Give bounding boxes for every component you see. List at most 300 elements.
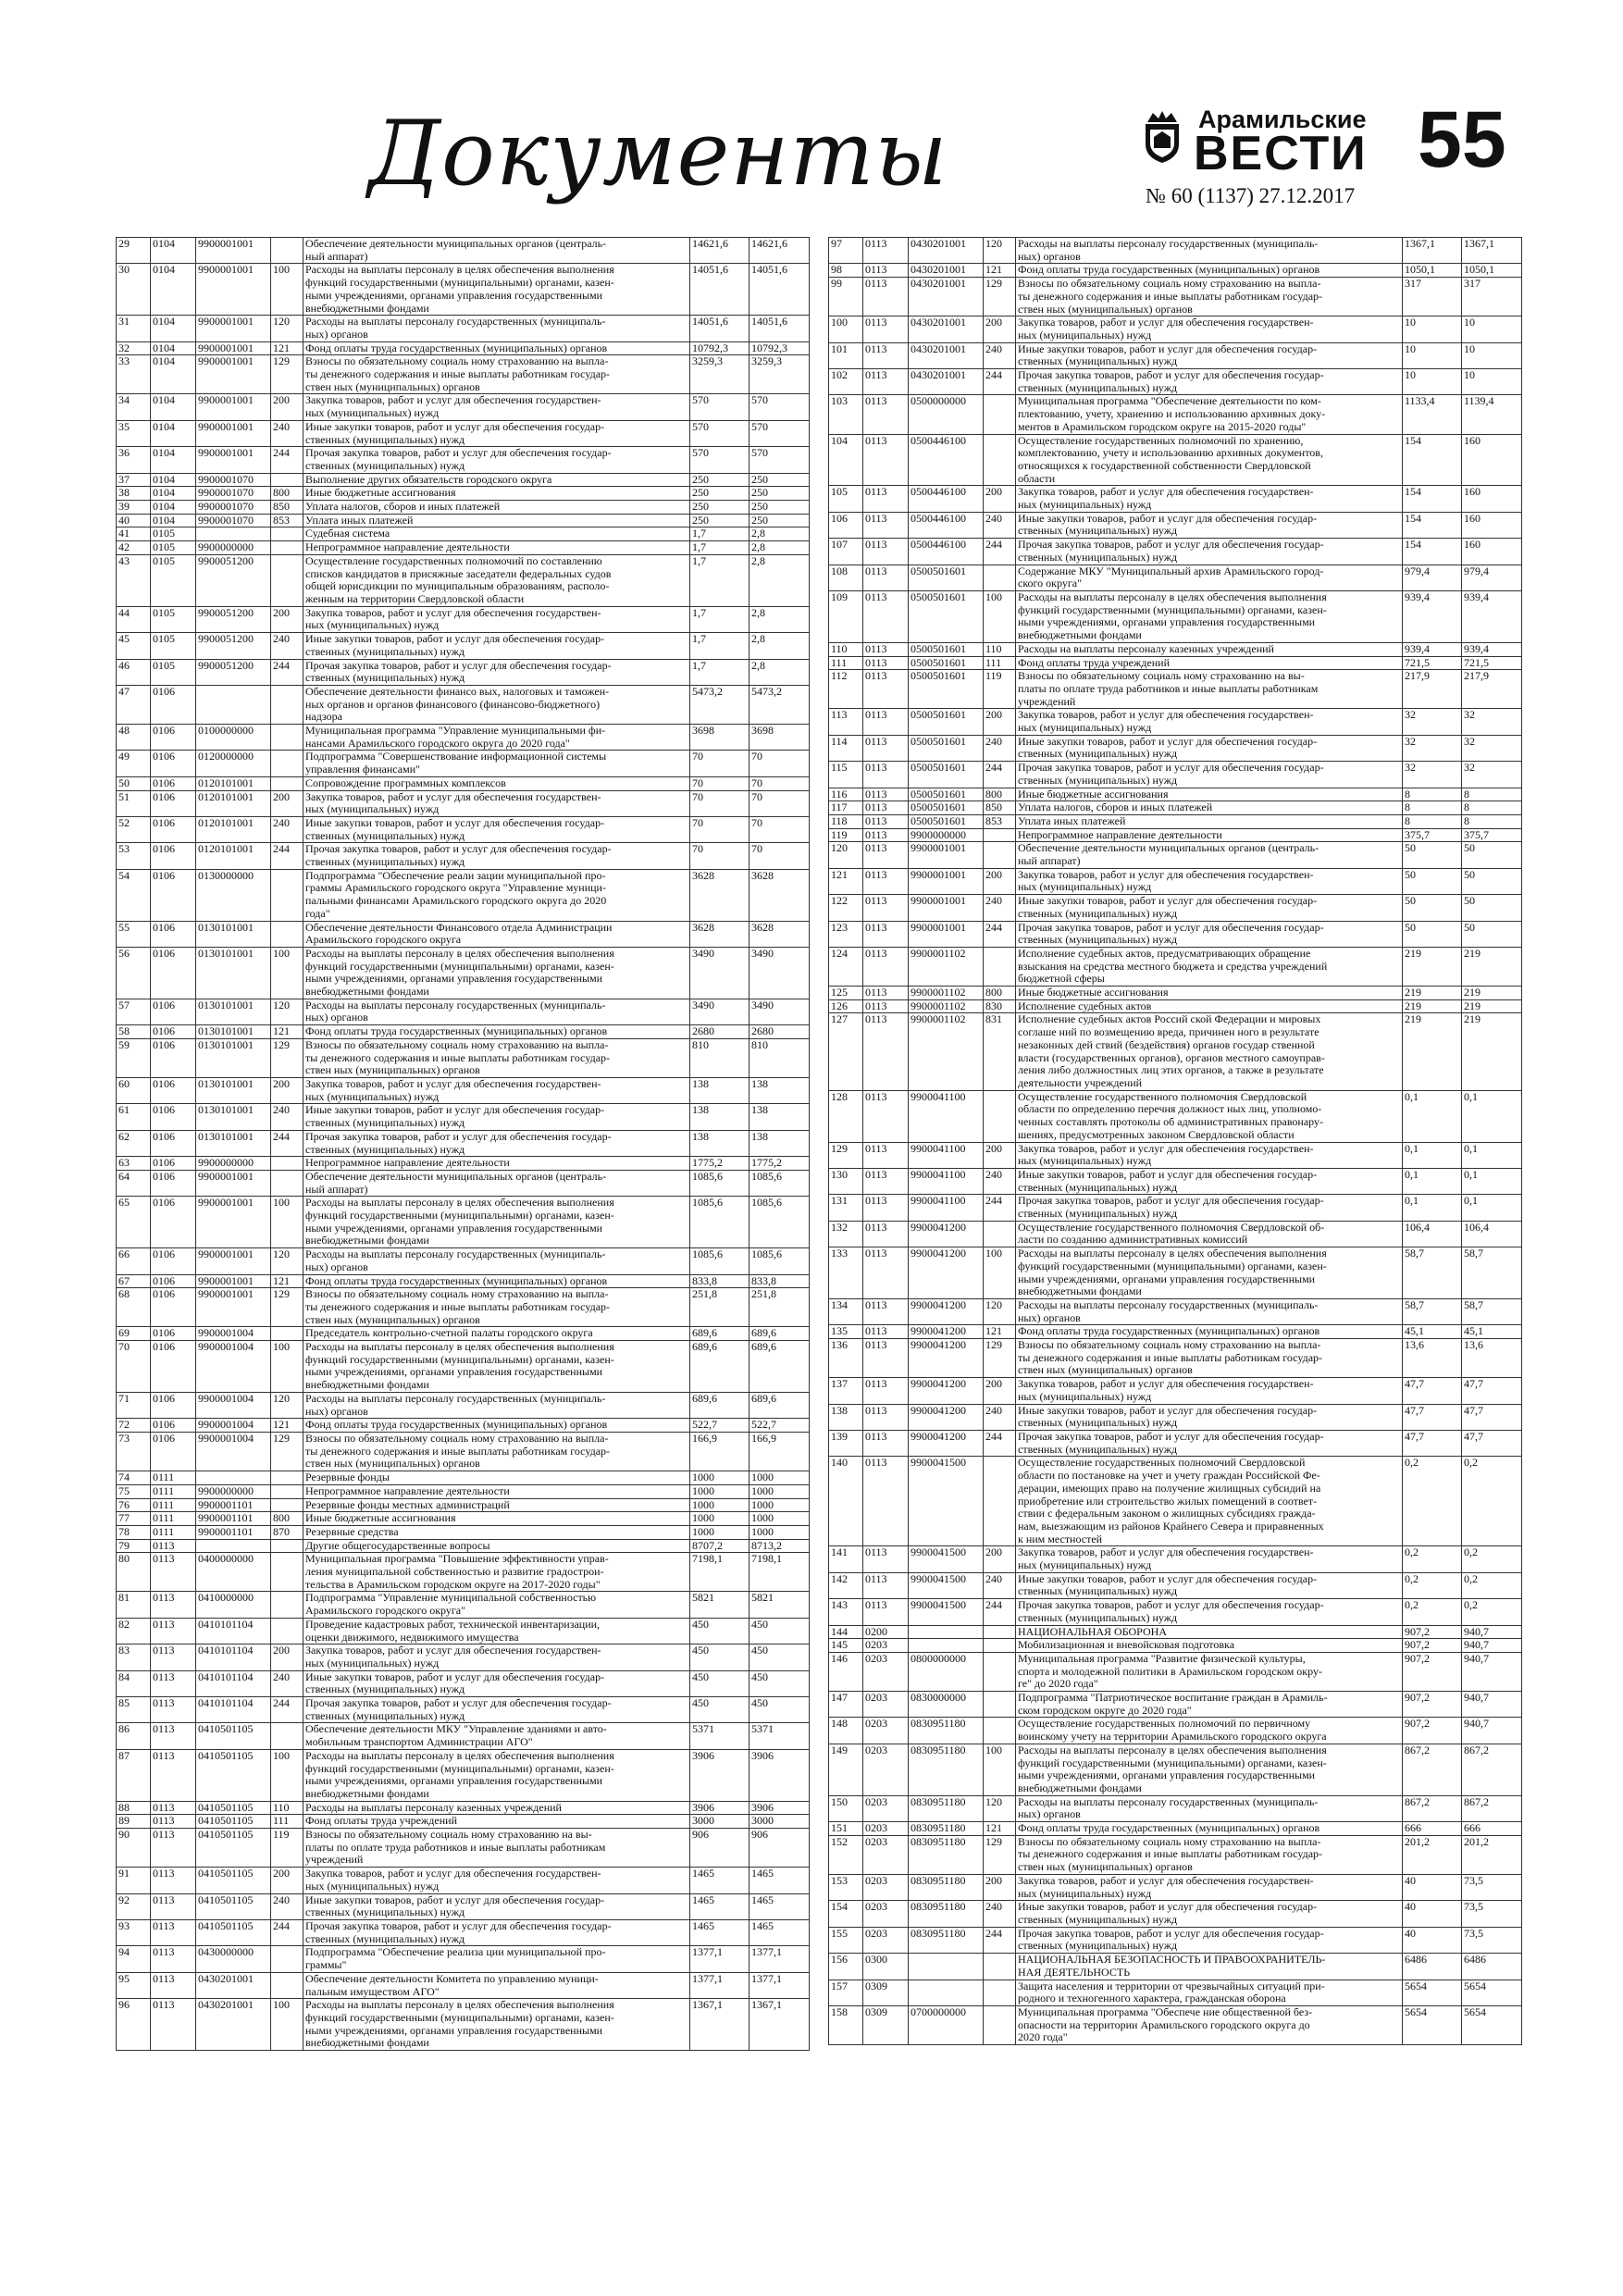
budget-table-left-body bbox=[117, 238, 810, 2051]
table-row bbox=[117, 1644, 810, 1670]
table-row bbox=[117, 1829, 810, 1868]
expense-type-code: 240 bbox=[271, 1104, 304, 1130]
expense-type-code bbox=[984, 1980, 1016, 2005]
target-article-code: 0430000000 bbox=[196, 1946, 271, 1972]
expense-type-code bbox=[984, 1652, 1016, 1691]
item-description: Исполнение судебных актов, предусматривающих обращение взыскания на средства местного бюджета и средства учреждений бюджетной сферы bbox=[1016, 947, 1403, 986]
table-row bbox=[829, 868, 1522, 894]
table-row bbox=[117, 527, 810, 541]
amount-2019: 5473,2 bbox=[690, 685, 750, 724]
expense-type-code: 200 bbox=[984, 1874, 1016, 1900]
section-code: 0113 bbox=[151, 1723, 196, 1749]
expense-type-code: 121 bbox=[984, 1325, 1016, 1339]
target-article-code: 0500501601 bbox=[909, 670, 984, 709]
target-article-code: 0410501105 bbox=[196, 1815, 271, 1829]
row-number: 37 bbox=[117, 473, 151, 487]
table-row bbox=[829, 828, 1522, 842]
item-description: Взносы по обязательному социаль ному страхованию на выпла- ты денежного содержания и иные выплаты работникам государ- ствен ных (муниципальных) органов bbox=[304, 1432, 690, 1471]
target-article-code: 9900051200 bbox=[196, 633, 271, 659]
section-code: 0104 bbox=[151, 316, 196, 341]
expense-type-code: 100 bbox=[984, 590, 1016, 642]
amount-2020: 8 bbox=[1462, 788, 1522, 801]
table-row bbox=[829, 1652, 1522, 1691]
expense-type-code: 200 bbox=[271, 394, 304, 420]
item-description: Уплата налогов, сборов и иных платежей bbox=[1016, 801, 1403, 815]
expense-type-code: 244 bbox=[271, 447, 304, 473]
item-description: Расходы на выплаты персоналу в целях обеспечения выполнения функций государственными (муниципальными) органами, казен- ными учреждениями, органами управления государственными внебюджетными фондами bbox=[304, 947, 690, 999]
target-article-code: 0700000000 bbox=[909, 2005, 984, 2044]
item-description: НАЦИОНАЛЬНАЯ БЕЗОПАСНОСТЬ И ПРАВООХРАНИТЕЛЬ- НАЯ ДЕЯТЕЛЬНОСТЬ bbox=[1016, 1954, 1403, 1980]
row-number: 64 bbox=[117, 1170, 151, 1196]
item-description: Расходы на выплаты персоналу государственных (муниципаль- ных) органов bbox=[1016, 1298, 1403, 1324]
amount-2019: 907,2 bbox=[1403, 1625, 1462, 1639]
amount-2019: 1,7 bbox=[690, 527, 750, 541]
expense-type-code: 244 bbox=[984, 369, 1016, 395]
item-description: Закупка товаров, работ и услуг для обеспечения государствен- ных (муниципальных) нужд bbox=[1016, 316, 1403, 342]
amount-2020: 166,9 bbox=[750, 1432, 810, 1471]
table-row bbox=[117, 1248, 810, 1274]
amount-2019: 40 bbox=[1403, 1901, 1462, 1927]
amount-2020: 138 bbox=[750, 1104, 810, 1130]
target-article-code: 0120101001 bbox=[196, 843, 271, 869]
expense-type-code: 129 bbox=[271, 1288, 304, 1327]
expense-type-code bbox=[271, 1592, 304, 1618]
target-article-code: 9900001001 bbox=[196, 394, 271, 420]
target-article-code: 9900051200 bbox=[196, 606, 271, 632]
item-description: Расходы на выплаты персоналу государственных (муниципаль- ных) органов bbox=[304, 316, 690, 341]
section-code: 0113 bbox=[863, 1013, 909, 1090]
row-number: 137 bbox=[829, 1378, 863, 1404]
row-number: 88 bbox=[117, 1801, 151, 1815]
target-article-code: 9900051200 bbox=[196, 659, 271, 685]
target-article-code: 0500501601 bbox=[909, 762, 984, 788]
expense-type-code bbox=[271, 1946, 304, 1972]
amount-2020: 0,1 bbox=[1462, 1168, 1522, 1194]
expense-type-code bbox=[271, 554, 304, 606]
amount-2020: 939,4 bbox=[1462, 642, 1522, 656]
section-code: 0106 bbox=[151, 1130, 196, 1156]
amount-2019: 1367,1 bbox=[1403, 238, 1462, 264]
amount-2019: 6486 bbox=[1403, 1954, 1462, 1980]
section-code: 0113 bbox=[151, 1920, 196, 1946]
amount-2019: 13,6 bbox=[1403, 1339, 1462, 1378]
row-number: 132 bbox=[829, 1221, 863, 1247]
amount-2019: 0,2 bbox=[1403, 1572, 1462, 1598]
row-number: 101 bbox=[829, 342, 863, 368]
amount-2020: 450 bbox=[750, 1670, 810, 1696]
item-description: Исполнение судебных актов Россий ской Федерации и мировых соглаше ний по возмещению вреда, причинен ного в результате незаконных дей ствий (бездействия) органов государ ственной власти (государственных органов), органов местного самоуправ- ления либо должностных лиц этих органов, а также в результате деятельности учреждений bbox=[1016, 1013, 1403, 1090]
expense-type-code: 119 bbox=[984, 670, 1016, 709]
amount-2020: 58,7 bbox=[1462, 1298, 1522, 1324]
target-article-code: 0130101001 bbox=[196, 1038, 271, 1077]
amount-2019: 317 bbox=[1403, 278, 1462, 316]
section-code: 0200 bbox=[863, 1625, 909, 1639]
amount-2019: 50 bbox=[1403, 921, 1462, 947]
table-row bbox=[829, 395, 1522, 434]
amount-2019: 32 bbox=[1403, 709, 1462, 735]
table-row bbox=[117, 869, 810, 921]
expense-type-code bbox=[271, 776, 304, 790]
section-code: 0113 bbox=[863, 735, 909, 761]
amount-2020: 375,7 bbox=[1462, 828, 1522, 842]
expense-type-code: 850 bbox=[984, 801, 1016, 815]
expense-type-code: 200 bbox=[984, 316, 1016, 342]
section-code: 0203 bbox=[863, 1639, 909, 1653]
section-code: 0113 bbox=[863, 539, 909, 565]
row-number: 93 bbox=[117, 1920, 151, 1946]
table-row bbox=[117, 238, 810, 264]
expense-type-code bbox=[271, 1170, 304, 1196]
item-description: Резервные средства bbox=[304, 1525, 690, 1539]
item-description: Расходы на выплаты персоналу государственных (муниципаль- ных) органов bbox=[304, 999, 690, 1024]
table-row bbox=[117, 355, 810, 394]
target-article-code: 9900001001 bbox=[909, 842, 984, 868]
row-number: 73 bbox=[117, 1432, 151, 1471]
target-article-code: 0410101104 bbox=[196, 1644, 271, 1670]
table-row bbox=[829, 1339, 1522, 1378]
section-code: 0309 bbox=[863, 1980, 909, 2005]
target-article-code: 9900001001 bbox=[909, 868, 984, 894]
row-number: 148 bbox=[829, 1718, 863, 1744]
amount-2019: 1,7 bbox=[690, 659, 750, 685]
table-row bbox=[829, 342, 1522, 368]
amount-2020: 219 bbox=[1462, 947, 1522, 986]
amount-2019: 570 bbox=[690, 420, 750, 446]
amount-2020: 1085,6 bbox=[750, 1248, 810, 1274]
expense-type-code: 129 bbox=[984, 1835, 1016, 1874]
row-number: 62 bbox=[117, 1130, 151, 1156]
row-number: 156 bbox=[829, 1954, 863, 1980]
item-description: Закупка товаров, работ и услуг для обеспечения государствен- ных (муниципальных) нужд bbox=[1016, 1378, 1403, 1404]
target-article-code: 0400000000 bbox=[196, 1553, 271, 1592]
amount-2019: 219 bbox=[1403, 947, 1462, 986]
item-description: Непрограммное направление деятельности bbox=[1016, 828, 1403, 842]
table-row bbox=[117, 264, 810, 316]
row-number: 153 bbox=[829, 1874, 863, 1900]
amount-2020: 979,4 bbox=[1462, 565, 1522, 590]
item-description: Иные закупки товаров, работ и услуг для обеспечения государ- ственных (муниципальных) нужд bbox=[1016, 1901, 1403, 1927]
amount-2019: 250 bbox=[690, 514, 750, 527]
section-code: 0113 bbox=[863, 1325, 909, 1339]
item-description: Иные закупки товаров, работ и услуг для обеспечения государ- ственных (муниципальных) нужд bbox=[1016, 895, 1403, 921]
row-number: 30 bbox=[117, 264, 151, 316]
table-row bbox=[117, 1341, 810, 1393]
expense-type-code bbox=[984, 828, 1016, 842]
table-row bbox=[829, 1572, 1522, 1598]
amount-2019: 10 bbox=[1403, 369, 1462, 395]
table-row bbox=[829, 512, 1522, 538]
amount-2020: 1465 bbox=[750, 1920, 810, 1946]
expense-type-code bbox=[984, 1625, 1016, 1639]
target-article-code: 0130101001 bbox=[196, 1078, 271, 1104]
expense-type-code bbox=[271, 725, 304, 751]
row-number: 36 bbox=[117, 447, 151, 473]
amount-2019: 3628 bbox=[690, 921, 750, 947]
expense-type-code: 100 bbox=[984, 1247, 1016, 1299]
expense-type-code bbox=[984, 2005, 1016, 2044]
amount-2020: 3906 bbox=[750, 1749, 810, 1801]
amount-2020: 32 bbox=[1462, 709, 1522, 735]
target-article-code: 9900001070 bbox=[196, 473, 271, 487]
amount-2020: 1465 bbox=[750, 1893, 810, 1919]
target-article-code: 9900041100 bbox=[909, 1142, 984, 1168]
table-row bbox=[829, 1298, 1522, 1324]
amount-2019: 7198,1 bbox=[690, 1553, 750, 1592]
amount-2020: 317 bbox=[1462, 278, 1522, 316]
section-code: 0203 bbox=[863, 1901, 909, 1927]
section-code: 0113 bbox=[863, 1599, 909, 1625]
expense-type-code: 200 bbox=[984, 1546, 1016, 1572]
expense-type-code bbox=[271, 541, 304, 555]
item-description: Взносы по обязательному социаль ному страхованию на выпла- ты денежного содержания и иные выплаты работникам государ- ствен ных (муниципальных) органов bbox=[304, 1288, 690, 1327]
amount-2019: 2680 bbox=[690, 1025, 750, 1039]
row-number: 68 bbox=[117, 1288, 151, 1327]
row-number: 130 bbox=[829, 1168, 863, 1194]
row-number: 110 bbox=[829, 642, 863, 656]
item-description: Иные закупки товаров, работ и услуг для обеспечения государ- ственных (муниципальных) нужд bbox=[304, 816, 690, 842]
expense-type-code: 240 bbox=[984, 735, 1016, 761]
amount-2019: 1,7 bbox=[690, 541, 750, 555]
row-number: 65 bbox=[117, 1197, 151, 1248]
table-row bbox=[117, 487, 810, 501]
target-article-code: 9900051200 bbox=[196, 554, 271, 606]
table-row bbox=[829, 1744, 1522, 1795]
amount-2019: 1465 bbox=[690, 1920, 750, 1946]
table-row bbox=[829, 486, 1522, 512]
expense-type-code bbox=[271, 1498, 304, 1512]
row-number: 108 bbox=[829, 565, 863, 590]
expense-type-code: 119 bbox=[271, 1829, 304, 1868]
row-number: 90 bbox=[117, 1829, 151, 1868]
expense-type-code: 240 bbox=[984, 1572, 1016, 1598]
row-number: 32 bbox=[117, 341, 151, 355]
target-article-code: 0130000000 bbox=[196, 869, 271, 921]
item-description: Расходы на выплаты персоналу государственных (муниципаль- ных) органов bbox=[304, 1248, 690, 1274]
item-description: Расходы на выплаты персоналу в целях обеспечения выполнения функций государственными (муниципальными) органами, казен- ными учреждениями, органами управления государственными внебюджетными фондами bbox=[304, 1999, 690, 2051]
amount-2019: 907,2 bbox=[1403, 1652, 1462, 1691]
row-number: 52 bbox=[117, 816, 151, 842]
item-description: Муниципальная программа "Обеспече ние общественной без- опасности на территории Арамильского городского округа до 2020 года" bbox=[1016, 2005, 1403, 2044]
expense-type-code: 129 bbox=[984, 1339, 1016, 1378]
amount-2020: 50 bbox=[1462, 921, 1522, 947]
row-number: 76 bbox=[117, 1498, 151, 1512]
target-article-code: 9900001001 bbox=[196, 264, 271, 316]
expense-type-code: 200 bbox=[271, 1868, 304, 1893]
table-row bbox=[117, 1539, 810, 1553]
amount-2019: 867,2 bbox=[1403, 1744, 1462, 1795]
expense-type-code: 244 bbox=[271, 843, 304, 869]
table-row bbox=[829, 1692, 1522, 1718]
amount-2020: 70 bbox=[750, 751, 810, 776]
section-code: 0113 bbox=[863, 1247, 909, 1299]
item-description: Расходы на выплаты персоналу казенных учреждений bbox=[1016, 642, 1403, 656]
amount-2020: 3628 bbox=[750, 869, 810, 921]
item-description: Прочая закупка товаров, работ и услуг для обеспечения государ- ственных (муниципальных) нужд bbox=[1016, 1927, 1403, 1953]
amount-2019: 138 bbox=[690, 1104, 750, 1130]
section-code: 0111 bbox=[151, 1498, 196, 1512]
expense-type-code: 121 bbox=[271, 341, 304, 355]
target-article-code bbox=[196, 685, 271, 724]
section-code: 0105 bbox=[151, 659, 196, 685]
target-article-code bbox=[196, 1471, 271, 1485]
table-row bbox=[117, 447, 810, 473]
section-code: 0113 bbox=[151, 1697, 196, 1723]
item-description: Взносы по обязательному социаль ному страхованию на вы- платы по оплате труда работников и иные выплаты работникам учреждений bbox=[304, 1829, 690, 1868]
item-description: Обеспечение деятельности муниципальных органов (централь- ный аппарат) bbox=[304, 1170, 690, 1196]
expense-type-code: 240 bbox=[984, 512, 1016, 538]
table-row bbox=[829, 1927, 1522, 1953]
row-number: 111 bbox=[829, 656, 863, 670]
table-row bbox=[829, 565, 1522, 590]
table-row bbox=[117, 1670, 810, 1696]
section-code: 0104 bbox=[151, 355, 196, 394]
row-number: 133 bbox=[829, 1247, 863, 1299]
target-article-code: 0410501105 bbox=[196, 1920, 271, 1946]
amount-2020: 250 bbox=[750, 473, 810, 487]
expense-type-code: 121 bbox=[271, 1025, 304, 1039]
item-description: Иные закупки товаров, работ и услуг для обеспечения государ- ственных (муниципальных) нужд bbox=[1016, 512, 1403, 538]
expense-type-code bbox=[984, 1221, 1016, 1247]
row-number: 84 bbox=[117, 1670, 151, 1696]
amount-2020: 5473,2 bbox=[750, 685, 810, 724]
amount-2020: 5371 bbox=[750, 1723, 810, 1749]
section-code: 0111 bbox=[151, 1525, 196, 1539]
amount-2020: 58,7 bbox=[1462, 1247, 1522, 1299]
amount-2019: 1133,4 bbox=[1403, 395, 1462, 434]
table-row bbox=[829, 1901, 1522, 1927]
table-row bbox=[829, 642, 1522, 656]
target-article-code: 9900001001 bbox=[196, 238, 271, 264]
target-article-code bbox=[909, 1954, 984, 1980]
expense-type-code bbox=[271, 751, 304, 776]
section-code: 0106 bbox=[151, 1170, 196, 1196]
table-row bbox=[829, 921, 1522, 947]
section-code: 0113 bbox=[151, 1670, 196, 1696]
amount-2019: 450 bbox=[690, 1670, 750, 1696]
table-row bbox=[117, 999, 810, 1024]
row-number: 31 bbox=[117, 316, 151, 341]
expense-type-code bbox=[271, 1553, 304, 1592]
expense-type-code: 120 bbox=[271, 1392, 304, 1418]
amount-2020: 570 bbox=[750, 420, 810, 446]
item-description: Иные закупки товаров, работ и услуг для обеспечения государ- ственных (муниципальных) нужд bbox=[304, 1670, 690, 1696]
amount-2020: 940,7 bbox=[1462, 1652, 1522, 1691]
table-row bbox=[829, 1168, 1522, 1194]
expense-type-code: 244 bbox=[271, 1920, 304, 1946]
amount-2020: 160 bbox=[1462, 539, 1522, 565]
target-article-code: 9900041500 bbox=[909, 1572, 984, 1598]
expense-type-code bbox=[984, 1718, 1016, 1744]
expense-type-code: 240 bbox=[984, 895, 1016, 921]
item-description: Муниципальная программа "Обеспечение деятельности по ком- плектованию, учету, хранению и использованию архивных доку- ментов в Арамильском городском округе на 2015-2020 годы" bbox=[1016, 395, 1403, 434]
expense-type-code bbox=[984, 1639, 1016, 1653]
expense-type-code: 110 bbox=[984, 642, 1016, 656]
row-number: 131 bbox=[829, 1195, 863, 1221]
item-description: Закупка товаров, работ и услуг для обеспечения государствен- ных (муниципальных) нужд bbox=[304, 1078, 690, 1104]
table-row bbox=[117, 947, 810, 999]
expense-type-code: 129 bbox=[271, 1432, 304, 1471]
budget-table-left bbox=[116, 237, 809, 2051]
amount-2020: 1377,1 bbox=[750, 1972, 810, 1998]
row-number: 58 bbox=[117, 1025, 151, 1039]
amount-2019: 5654 bbox=[1403, 2005, 1462, 2044]
amount-2019: 5821 bbox=[690, 1592, 750, 1618]
row-number: 135 bbox=[829, 1325, 863, 1339]
target-article-code: 0410501105 bbox=[196, 1749, 271, 1801]
item-description: Иные закупки товаров, работ и услуг для обеспечения государ- ственных (муниципальных) нужд bbox=[304, 420, 690, 446]
item-description: Иные закупки товаров, работ и услуг для обеспечения государ- ственных (муниципальных) нужд bbox=[1016, 1404, 1403, 1430]
table-row bbox=[117, 473, 810, 487]
row-number: 122 bbox=[829, 895, 863, 921]
amount-2019: 8 bbox=[1403, 788, 1462, 801]
section-code: 0104 bbox=[151, 341, 196, 355]
expense-type-code: 240 bbox=[984, 1168, 1016, 1194]
amount-2020: 3490 bbox=[750, 999, 810, 1024]
row-number: 107 bbox=[829, 539, 863, 565]
target-article-code bbox=[909, 1980, 984, 2005]
item-description: Подпрограмма "Обеспечение реализа ции муниципальной про- граммы" bbox=[304, 1946, 690, 1972]
section-code: 0113 bbox=[151, 1868, 196, 1893]
amount-2019: 154 bbox=[1403, 512, 1462, 538]
section-code: 0106 bbox=[151, 869, 196, 921]
item-description: Расходы на выплаты персоналу казенных учреждений bbox=[304, 1801, 690, 1815]
section-code: 0113 bbox=[863, 1546, 909, 1572]
amount-2019: 154 bbox=[1403, 539, 1462, 565]
row-number: 102 bbox=[829, 369, 863, 395]
item-description: Муниципальная программа "Повышение эффективности управ- ления муниципальной собственностью и развитие градострои- тельства в Арамильском городском округе на 2017-2020 годы" bbox=[304, 1553, 690, 1592]
target-article-code: 9900001001 bbox=[196, 355, 271, 394]
amount-2019: 50 bbox=[1403, 895, 1462, 921]
item-description: Исполнение судебных актов bbox=[1016, 999, 1403, 1013]
target-article-code: 9900041500 bbox=[909, 1457, 984, 1546]
item-description: Осуществление государственных полномочий по первичному воинскому учету на территории Арамильского городского округа bbox=[1016, 1718, 1403, 1744]
amount-2020: 940,7 bbox=[1462, 1718, 1522, 1744]
item-description: Фонд оплаты труда учреждений bbox=[304, 1815, 690, 1829]
amount-2019: 217,9 bbox=[1403, 670, 1462, 709]
expense-type-code: 850 bbox=[271, 501, 304, 515]
amount-2020: 50 bbox=[1462, 895, 1522, 921]
row-number: 86 bbox=[117, 1723, 151, 1749]
row-number: 40 bbox=[117, 514, 151, 527]
amount-2019: 450 bbox=[690, 1697, 750, 1723]
logo-top-text: Арамильские bbox=[1198, 105, 1367, 133]
row-number: 56 bbox=[117, 947, 151, 999]
amount-2020: 1000 bbox=[750, 1525, 810, 1539]
item-description: Обеспечение деятельности финансо вых, налоговых и таможен- ных органов и органов финансового (финансово-бюджетного) надзора bbox=[304, 685, 690, 724]
target-article-code: 9900001102 bbox=[909, 947, 984, 986]
table-row bbox=[117, 501, 810, 515]
target-article-code: 9900001004 bbox=[196, 1327, 271, 1341]
item-description: Закупка товаров, работ и услуг для обеспечения государствен- ных (муниципальных) нужд bbox=[304, 790, 690, 816]
item-description: Прочая закупка товаров, работ и услуг для обеспечения государ- ственных (муниципальных) нужд bbox=[304, 1130, 690, 1156]
amount-2019: 689,6 bbox=[690, 1341, 750, 1393]
amount-2020: 522,7 bbox=[750, 1419, 810, 1433]
section-code: 0106 bbox=[151, 1104, 196, 1130]
target-article-code: 0830000000 bbox=[909, 1692, 984, 1718]
amount-2019: 5371 bbox=[690, 1723, 750, 1749]
section-code: 0113 bbox=[863, 868, 909, 894]
amount-2020: 0,1 bbox=[1462, 1090, 1522, 1142]
amount-2019: 0,2 bbox=[1403, 1457, 1462, 1546]
amount-2019: 906 bbox=[690, 1829, 750, 1868]
item-description: Фонд оплаты труда государственных (муниципальных) органов bbox=[1016, 1325, 1403, 1339]
amount-2020: 3628 bbox=[750, 921, 810, 947]
expense-type-code bbox=[271, 238, 304, 264]
target-article-code: 9900001001 bbox=[196, 420, 271, 446]
amount-2019: 70 bbox=[690, 776, 750, 790]
section-code: 0113 bbox=[863, 316, 909, 342]
amount-2020: 1000 bbox=[750, 1512, 810, 1526]
